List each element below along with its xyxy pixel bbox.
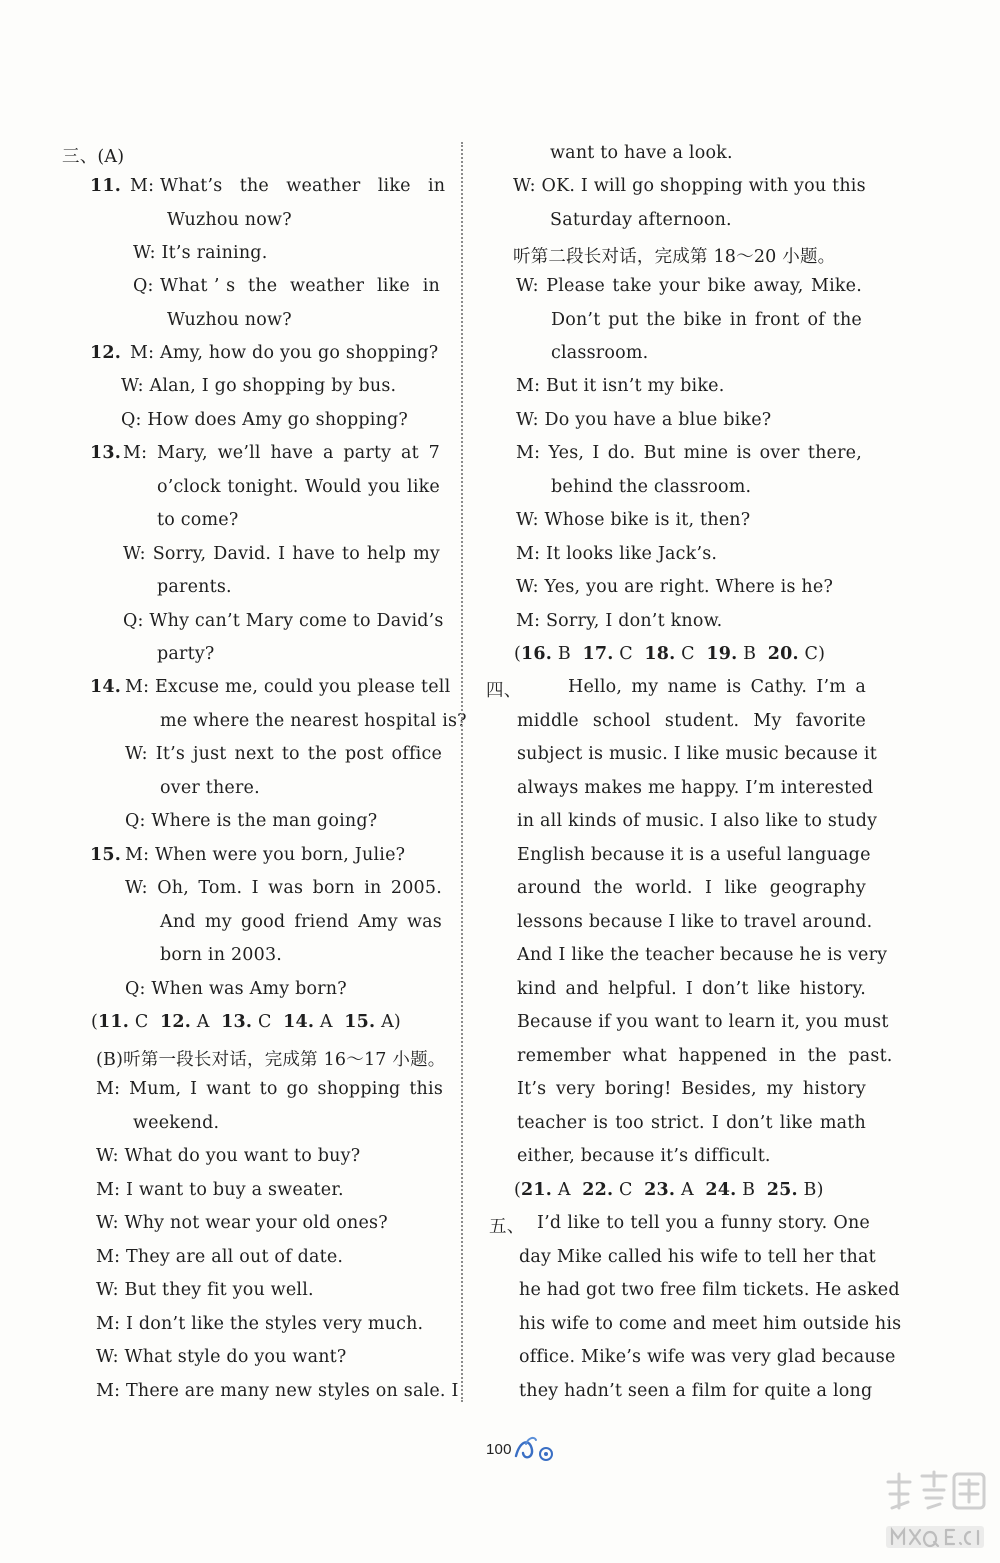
section-4-heading: 四、	[486, 681, 522, 701]
column-divider	[461, 142, 463, 1402]
question-number: 14.	[90, 677, 122, 697]
passage-line: subject is music. I like music because it	[517, 744, 877, 764]
dialogue-line: Don’t put the bike in front of the	[551, 310, 862, 330]
dialogue-line: W: Do you have a blue bike?	[516, 410, 772, 430]
dialogue-line: M: I want to buy a sweater.	[96, 1180, 344, 1200]
dialogue-line: M: Excuse me, could you please tell	[125, 677, 451, 697]
passage-line: Because if you want to learn it, you must	[517, 1012, 889, 1032]
passage-line: he had got two free film tickets. He asked	[519, 1280, 900, 1300]
watermark-logo	[880, 1468, 992, 1558]
dialogue-line: W: Yes, you are right. Where is he?	[516, 577, 834, 597]
dialogue-line: Q: When was Amy born?	[125, 979, 347, 999]
dialogue-line: W: Sorry, David. I have to help my	[123, 544, 440, 564]
dialogue-line: Wuzhou now?	[167, 310, 292, 330]
dialogue-line: M: Sorry, I don’t know.	[516, 611, 723, 631]
dialogue-line: Q: How does Amy go shopping?	[121, 410, 409, 430]
dialogue-line: party?	[157, 644, 215, 664]
page-number: 100	[486, 1441, 512, 1458]
dialogue-line: me where the nearest hospital is?	[160, 711, 467, 731]
answer-key: (21. A 22. C 23. A 24. B 25. B)	[514, 1180, 824, 1200]
dialogue-line: W: Alan, I go shopping by bus.	[121, 376, 397, 396]
dialogue-line: classroom.	[551, 343, 649, 363]
passage-line: always makes me happy. I’m interested	[517, 778, 874, 798]
passage-line: remember what happened in the past.	[517, 1046, 893, 1066]
question-number: 12.	[90, 343, 122, 363]
passage-line: middle school student. My favorite	[517, 711, 866, 731]
passage-line: teacher is too strict. I don’t like math	[517, 1113, 866, 1133]
dialogue-line: M: Mum, I want to go shopping this	[96, 1079, 443, 1099]
section-b-heading: (B)听第一段长对话，完成第 16～17 小题。	[96, 1050, 446, 1070]
dialogue-line: M: It looks like Jack’s.	[516, 544, 718, 564]
question-number: 11.	[90, 176, 122, 196]
passage-line: office. Mike’s wife was very glad because	[519, 1347, 896, 1367]
passage-line: lessons because I like to travel around.	[517, 912, 873, 932]
dialogue-line: M: There are many new styles on sale. I	[96, 1381, 459, 1401]
question-number: 13.	[90, 443, 122, 463]
passage-line: I’d like to tell you a funny story. One	[537, 1213, 870, 1233]
passage-line: kind and helpful. I don’t like history.	[517, 979, 866, 999]
dialogue-line: want to have a look.	[550, 143, 733, 163]
dialogue-line: M: What’s the weather like in	[130, 176, 446, 196]
dialogue-line: M: I don’t like the styles very much.	[96, 1314, 424, 1334]
dialogue-line: W: What style do you want?	[96, 1347, 347, 1367]
dialogue-line: to come?	[157, 510, 239, 530]
dialogue-line: Q: What ’ s the weather like in	[133, 276, 440, 296]
dialogue-line: And my good friend Amy was	[160, 912, 442, 932]
dialogue-line: born in 2003.	[160, 945, 283, 965]
dialogue-line: W: Oh, Tom. I was born in 2005.	[125, 878, 442, 898]
dialogue-line: W: Please take your bike away, Mike.	[516, 276, 862, 296]
dialogue-line: Wuzhou now?	[167, 210, 292, 230]
dialogue-line: W: Whose bike is it, then?	[516, 510, 751, 530]
dialogue-line: Q: Why can’t Mary come to David’s	[123, 611, 444, 631]
dialogue-line: o’clock tonight. Would you like	[157, 477, 440, 497]
dialogue-line: M: Yes, I do. But mine is over there,	[516, 443, 862, 463]
dialogue-line: M: When were you born, Julie?	[125, 845, 406, 865]
passage-line: his wife to come and meet him outside his	[519, 1314, 902, 1334]
passage-line: day Mike called his wife to tell her that	[519, 1247, 876, 1267]
dialogue-line: W: What do you want to buy?	[96, 1146, 361, 1166]
dialogue-line: weekend.	[133, 1113, 220, 1133]
dialogue-line: M: Mary, we’ll have a party at 7	[123, 443, 440, 463]
dialogue-line: Q: Where is the man going?	[125, 811, 378, 831]
passage-line: they hadn’t seen a film for quite a long	[519, 1381, 873, 1401]
answer-key: (11. C 12. A 13. C 14. A 15. A)	[91, 1012, 401, 1032]
passage-line: Hello, my name is Cathy. I’m a	[568, 677, 866, 697]
dialogue-line: W: OK. I will go shopping with you this	[513, 176, 866, 196]
passage-line: English because it is a useful language	[517, 845, 871, 865]
flourish-ornament-icon	[512, 1434, 558, 1464]
dialogue-line: W: It’s raining.	[133, 243, 268, 263]
dialogue-line: behind the classroom.	[551, 477, 752, 497]
dialogue-line: W: It’s just next to the post office	[125, 744, 442, 764]
section-3-heading: 三、(A)	[62, 147, 125, 167]
passage-line: It’s very boring! Besides, my history	[517, 1079, 866, 1099]
passage-line: in all kinds of music. I also like to study	[517, 811, 878, 831]
dialogue-line: parents.	[157, 577, 232, 597]
dialogue-line: M: But it isn’t my bike.	[516, 376, 725, 396]
question-number: 15.	[90, 845, 122, 865]
dialogue-line: over there.	[160, 778, 260, 798]
passage-line: And I like the teacher because he is very	[517, 945, 888, 965]
answer-key: (16. B 17. C 18. C 19. B 20. C)	[514, 644, 826, 664]
section-heading: 听第二段长对话，完成第 18～20 小题。	[513, 247, 836, 267]
dialogue-line: W: But they fit you well.	[96, 1280, 314, 1300]
section-5-heading: 五、	[489, 1217, 525, 1237]
passage-line: either, because it’s difficult.	[517, 1146, 771, 1166]
dialogue-line: M: They are all out of date.	[96, 1247, 344, 1267]
passage-line: around the world. I like geography	[517, 878, 866, 898]
dialogue-line: W: Why not wear your old ones?	[96, 1213, 388, 1233]
dialogue-line: Saturday afternoon.	[550, 210, 732, 230]
dialogue-line: M: Amy, how do you go shopping?	[130, 343, 439, 363]
